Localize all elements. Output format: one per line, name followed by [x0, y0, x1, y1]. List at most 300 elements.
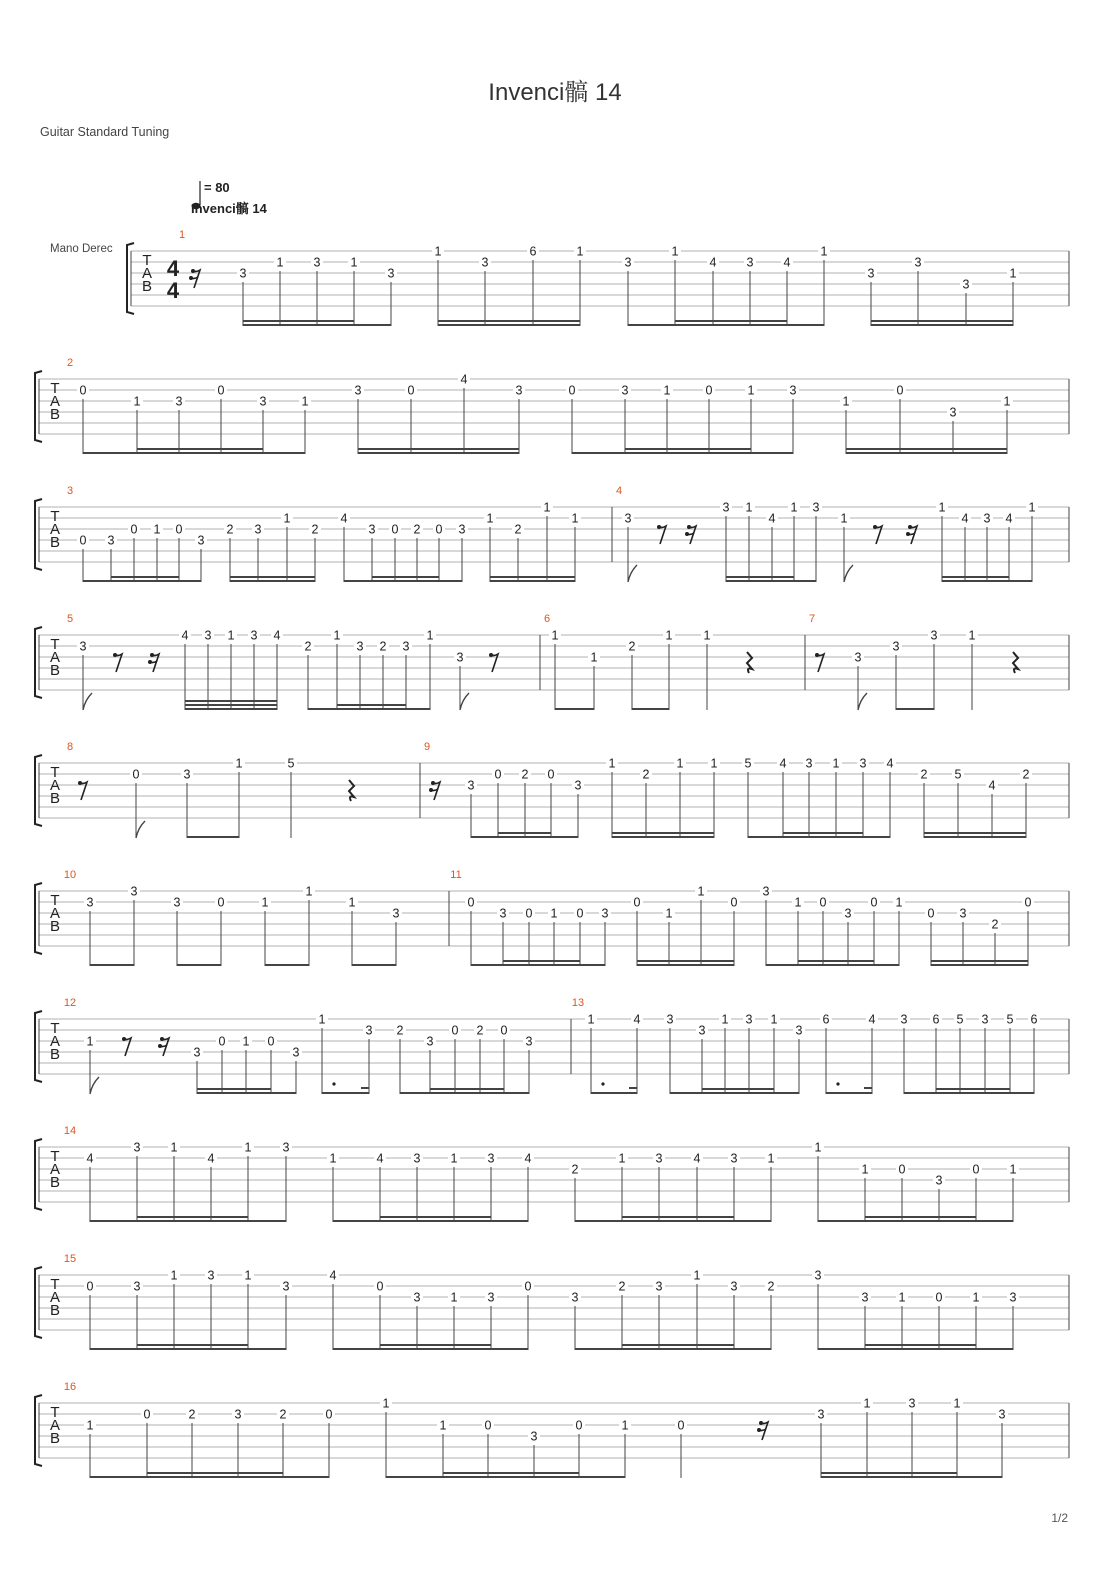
- eighth-flag-icon: [628, 565, 637, 582]
- note-beam: [230, 580, 315, 582]
- fret-number: 3: [250, 628, 258, 643]
- note-beam: [137, 1344, 248, 1346]
- tempo-marking: = 80: [204, 180, 230, 195]
- fret-number: 0: [896, 383, 904, 398]
- fret-number: 3: [130, 884, 138, 899]
- fret-number: 5: [956, 1012, 964, 1027]
- fret-number: 3: [789, 383, 797, 398]
- fret-number: 1: [170, 1268, 178, 1283]
- fret-number: 6: [1030, 1012, 1038, 1027]
- note-beam: [612, 832, 714, 834]
- fret-number: 0: [376, 1279, 384, 1294]
- fret-number: 3: [981, 1012, 989, 1027]
- note-beam: [572, 452, 793, 454]
- tab-clef-letter: B: [49, 1174, 61, 1191]
- note-beam: [498, 832, 551, 834]
- fret-number: 5: [287, 756, 295, 771]
- note-beam: [197, 1088, 271, 1090]
- fret-number: 3: [392, 906, 400, 921]
- fret-number: 1: [1028, 500, 1036, 515]
- fret-number: 5: [1006, 1012, 1014, 1027]
- fret-number: 6: [822, 1012, 830, 1027]
- fret-number: 5: [744, 756, 752, 771]
- fret-number: 3: [368, 522, 376, 537]
- fret-number: 4: [86, 1151, 94, 1166]
- fret-number: 1: [450, 1151, 458, 1166]
- fret-number: 1: [244, 1140, 252, 1155]
- tab-system: [35, 357, 1069, 454]
- fret-number: 3: [574, 778, 582, 793]
- note-beam: [865, 1216, 976, 1218]
- tab-clef-letter: T: [50, 380, 60, 397]
- fret-number: 1: [550, 906, 558, 921]
- fret-number: 3: [413, 1151, 421, 1166]
- fret-number: 3: [795, 1023, 803, 1038]
- note-beam: [942, 580, 1032, 582]
- fret-number: 0: [568, 383, 576, 398]
- tab-clef-letter: B: [49, 534, 61, 551]
- fret-number: 3: [458, 522, 466, 537]
- fret-number: 1: [242, 1034, 250, 1049]
- fret-number: 3: [254, 522, 262, 537]
- fret-number: 1: [972, 1290, 980, 1305]
- fret-number: 1: [261, 895, 269, 910]
- note-beam: [748, 836, 890, 838]
- fret-number: 6: [529, 244, 537, 259]
- tab-clef-letter: B: [49, 1046, 61, 1063]
- fret-number: 3: [914, 255, 922, 270]
- fret-number: 1: [832, 756, 840, 771]
- tab-clef-letter: A: [49, 1161, 61, 1178]
- eighth-flag-icon: [858, 693, 867, 710]
- eighth-rest-icon: [78, 781, 87, 800]
- note-beam: [612, 836, 714, 838]
- fret-number: 3: [282, 1140, 290, 1155]
- fret-number: 0: [217, 895, 225, 910]
- fret-number: 3: [698, 1023, 706, 1038]
- quarter-rest-icon: [349, 780, 354, 801]
- fret-number: 1: [450, 1290, 458, 1305]
- sixteenth-rest-icon: [757, 1421, 768, 1440]
- note-beam: [177, 964, 221, 966]
- note-beam: [147, 1472, 283, 1474]
- note-beam: [826, 1092, 872, 1094]
- sixteenth-rest-icon: [685, 525, 696, 544]
- fret-number: 0: [819, 895, 827, 910]
- fret-number: 3: [762, 884, 770, 899]
- fret-number: 3: [86, 895, 94, 910]
- fret-number: 5: [954, 767, 962, 782]
- tab-clef-letter: A: [49, 521, 61, 538]
- fret-number: 1: [745, 500, 753, 515]
- tab-clef-letter: A: [49, 393, 61, 410]
- note-beam: [766, 964, 899, 966]
- fret-number: 3: [949, 405, 957, 420]
- fret-number: 1: [665, 906, 673, 921]
- fret-number: 1: [439, 1418, 447, 1433]
- fret-number: 2: [476, 1023, 484, 1038]
- fret-number: 3: [413, 1290, 421, 1305]
- fret-number: 3: [515, 383, 523, 398]
- note-beam: [90, 1476, 329, 1478]
- note-beam: [380, 1216, 491, 1218]
- fret-number: 0: [130, 522, 138, 537]
- fret-number: 3: [456, 650, 464, 665]
- note-beam: [591, 1092, 637, 1094]
- fret-number: 4: [329, 1268, 337, 1283]
- fret-number: 1: [587, 1012, 595, 1027]
- note-beam: [821, 1472, 957, 1474]
- fret-number: 2: [571, 1162, 579, 1177]
- note-beam: [400, 1092, 529, 1094]
- fret-number: 3: [621, 383, 629, 398]
- fret-number: 1: [283, 511, 291, 526]
- fret-number: 3: [867, 266, 875, 281]
- eighth-flag-icon: [460, 693, 469, 710]
- note-beam-stub: [629, 1087, 637, 1089]
- fret-number: 3: [998, 1407, 1006, 1422]
- tab-clef-letter: T: [50, 764, 60, 781]
- note-beam: [818, 1220, 1013, 1222]
- fret-number: 3: [571, 1290, 579, 1305]
- tab-clef-letter: A: [49, 1033, 61, 1050]
- fret-number: 0: [484, 1418, 492, 1433]
- fret-number: 3: [197, 533, 205, 548]
- tab-clef-letter: T: [50, 1276, 60, 1293]
- tab-clef-letter: T: [142, 252, 152, 269]
- fret-number: 1: [153, 522, 161, 537]
- fret-number: 0: [898, 1162, 906, 1177]
- tab-clef-letter: B: [49, 790, 61, 807]
- note-beam: [846, 452, 1007, 454]
- eighth-rest-icon: [873, 525, 882, 544]
- measure-number: 7: [808, 613, 816, 625]
- note-beam: [726, 576, 794, 578]
- fret-number: 0: [79, 383, 87, 398]
- fret-number: 1: [318, 1012, 326, 1027]
- fret-number: 1: [1003, 394, 1011, 409]
- note-beam: [555, 708, 594, 710]
- tab-clef-letter: T: [50, 636, 60, 653]
- fret-number: 1: [840, 511, 848, 526]
- fret-number: 4: [340, 511, 348, 526]
- fret-number: 4: [1005, 511, 1013, 526]
- fret-number: 1: [820, 244, 828, 259]
- measure-number: 12: [63, 997, 77, 1009]
- fret-number: 1: [382, 1396, 390, 1411]
- note-beam: [904, 1092, 1034, 1094]
- eighth-flag-icon: [136, 821, 145, 838]
- tab-system: [35, 741, 1069, 838]
- fret-number: 0: [677, 1418, 685, 1433]
- measure-number: 8: [66, 741, 74, 753]
- fret-number: 4: [988, 778, 996, 793]
- fret-number: 0: [927, 906, 935, 921]
- fret-number: 1: [790, 500, 798, 515]
- fret-number: 3: [107, 533, 115, 548]
- measure-number: 9: [423, 741, 431, 753]
- measure-number: 6: [543, 613, 551, 625]
- fret-number: 3: [624, 255, 632, 270]
- fret-number: 2: [991, 917, 999, 932]
- fret-number: 3: [481, 255, 489, 270]
- fret-number: 0: [217, 383, 225, 398]
- fret-number: 0: [575, 1418, 583, 1433]
- note-beam: [438, 320, 580, 322]
- tab-clef-letter: B: [49, 406, 61, 423]
- note-beam: [924, 836, 1026, 838]
- note-beam: [637, 964, 734, 966]
- eighth-rest-icon: [815, 653, 824, 672]
- fret-number: 3: [908, 1396, 916, 1411]
- eighth-rest-icon: [657, 525, 666, 544]
- measure-number: 15: [63, 1253, 77, 1265]
- fret-number: 1: [863, 1396, 871, 1411]
- note-beam: [83, 580, 201, 582]
- note-beam: [137, 1216, 248, 1218]
- fret-number: 0: [86, 1279, 94, 1294]
- fret-number: 0: [391, 522, 399, 537]
- note-beam: [931, 960, 1028, 962]
- fret-number: 1: [842, 394, 850, 409]
- fret-number: 0: [267, 1034, 275, 1049]
- fret-number: 3: [962, 277, 970, 292]
- fret-number: 0: [132, 767, 140, 782]
- sixteenth-rest-icon: [429, 781, 440, 800]
- measure-number: 2: [66, 357, 74, 369]
- fret-number: 2: [920, 767, 928, 782]
- note-beam: [90, 964, 134, 966]
- fret-number: 2: [413, 522, 421, 537]
- tab-clef-letter: A: [49, 777, 61, 794]
- fret-number: 1: [305, 884, 313, 899]
- note-beam: [490, 576, 575, 578]
- fret-number: 0: [633, 895, 641, 910]
- fret-number: 1: [486, 511, 494, 526]
- fret-number: 4: [524, 1151, 532, 1166]
- fret-number: 2: [396, 1023, 404, 1038]
- note-beam: [896, 708, 934, 710]
- fret-number: 3: [426, 1034, 434, 1049]
- fret-number: 1: [86, 1034, 94, 1049]
- note-beam: [503, 960, 580, 962]
- note-beam: [622, 1216, 734, 1218]
- note-beam: [430, 1088, 504, 1090]
- fret-number: 0: [870, 895, 878, 910]
- fret-number: 4: [886, 756, 894, 771]
- note-beam: [632, 708, 669, 710]
- note-beam: [265, 964, 309, 966]
- page-number: 1/2: [1051, 1511, 1068, 1525]
- fret-number: 4: [779, 756, 787, 771]
- note-beam: [90, 1220, 286, 1222]
- note-beam: [675, 320, 787, 322]
- fret-number: 1: [244, 1268, 252, 1283]
- note-beam: [942, 576, 1009, 578]
- note-beam: [386, 1476, 625, 1478]
- tuning-label: Guitar Standard Tuning: [40, 125, 170, 139]
- fret-number: 0: [705, 383, 713, 398]
- fret-number: 3: [292, 1045, 300, 1060]
- note-beam: [622, 1344, 734, 1346]
- fret-number: 1: [703, 628, 711, 643]
- note-beam-stub: [864, 1087, 872, 1089]
- fret-number: 4: [693, 1151, 701, 1166]
- fret-number: 3: [173, 895, 181, 910]
- note-beam: [490, 580, 575, 582]
- tab-clef-letter: T: [50, 1404, 60, 1421]
- sixteenth-rest-icon: [906, 525, 917, 544]
- fret-number: 2: [188, 1407, 196, 1422]
- fret-number: 2: [514, 522, 522, 537]
- note-beam: [936, 1088, 1010, 1090]
- tab-clef-letter: T: [50, 892, 60, 909]
- eighth-rest-icon: [122, 1037, 131, 1056]
- note-beam-stub: [361, 1087, 369, 1089]
- fret-number: 1: [938, 500, 946, 515]
- measure-number: 10: [63, 869, 77, 881]
- fret-number: 3: [204, 628, 212, 643]
- fret-number: 3: [844, 906, 852, 921]
- fret-number: 3: [133, 1279, 141, 1294]
- fret-number: 0: [500, 1023, 508, 1038]
- note-beam: [625, 448, 751, 450]
- fret-number: 3: [730, 1279, 738, 1294]
- fret-number: 3: [282, 1279, 290, 1294]
- augmentation-dot: [836, 1082, 839, 1085]
- fret-number: 3: [624, 511, 632, 526]
- fret-number: 3: [861, 1290, 869, 1305]
- fret-number: 1: [693, 1268, 701, 1283]
- fret-number: 3: [812, 500, 820, 515]
- time-signature-denominator: 4: [166, 278, 180, 303]
- note-beam: [575, 1220, 771, 1222]
- fret-number: 1: [276, 255, 284, 270]
- fret-number: 0: [547, 767, 555, 782]
- note-beam: [821, 1476, 1002, 1478]
- note-beam: [438, 324, 580, 326]
- fret-number: 1: [235, 756, 243, 771]
- fret-number: 1: [571, 511, 579, 526]
- fret-number: 1: [333, 628, 341, 643]
- fret-number: 3: [655, 1151, 663, 1166]
- fret-number: 1: [747, 383, 755, 398]
- fret-number: 4: [633, 1012, 641, 1027]
- fret-number: 0: [451, 1023, 459, 1038]
- fret-number: 1: [133, 394, 141, 409]
- fret-number: 4: [868, 1012, 876, 1027]
- tab-system: [35, 1381, 1069, 1478]
- fret-number: 3: [1009, 1290, 1017, 1305]
- fret-number: 3: [193, 1045, 201, 1060]
- fret-number: 1: [676, 756, 684, 771]
- note-beam: [337, 704, 406, 706]
- tab-system: [35, 1253, 1069, 1350]
- fret-number: 4: [768, 511, 776, 526]
- fret-number: 0: [218, 1034, 226, 1049]
- note-beam: [111, 576, 179, 578]
- fret-number: 1: [697, 884, 705, 899]
- fret-number: 6: [932, 1012, 940, 1027]
- fret-number: 1: [770, 1012, 778, 1027]
- tab-clef-letter: B: [49, 1302, 61, 1319]
- time-signature-numerator: 4: [166, 256, 180, 281]
- fret-number: 4: [460, 372, 468, 387]
- note-beam: [185, 700, 277, 702]
- note-beam: [871, 324, 1013, 326]
- fret-number: 3: [814, 1268, 822, 1283]
- fret-number: 4: [376, 1151, 384, 1166]
- fret-number: 1: [348, 895, 356, 910]
- fret-number: 2: [279, 1407, 287, 1422]
- section-marker: Invenci髇 14: [191, 201, 267, 216]
- fret-number: 3: [601, 906, 609, 921]
- note-beam: [380, 1344, 491, 1346]
- fret-number: 2: [226, 522, 234, 537]
- fret-number: 0: [972, 1162, 980, 1177]
- fret-number: 1: [426, 628, 434, 643]
- fret-number: 4: [961, 511, 969, 526]
- fret-number: 3: [313, 255, 321, 270]
- fret-number: 2: [304, 639, 312, 654]
- tab-system: [35, 613, 1069, 710]
- tab-clef-letter: B: [141, 278, 153, 295]
- fret-number: 3: [487, 1290, 495, 1305]
- fret-number: 2: [1022, 767, 1030, 782]
- measure-number: 16: [63, 1381, 77, 1393]
- note-beam: [471, 964, 605, 966]
- measure-number: 11: [450, 869, 462, 881]
- fret-number: 3: [666, 1012, 674, 1027]
- fret-number: 1: [898, 1290, 906, 1305]
- note-beam: [443, 1472, 579, 1474]
- fret-number: 3: [356, 639, 364, 654]
- measure-number: 4: [615, 485, 623, 497]
- note-beam: [344, 580, 462, 582]
- note-beam: [185, 708, 277, 710]
- fret-number: 0: [325, 1407, 333, 1422]
- fret-number: 1: [608, 756, 616, 771]
- fret-number: 1: [665, 628, 673, 643]
- note-beam: [702, 1088, 774, 1090]
- augmentation-dot: [601, 1082, 604, 1085]
- note-beam: [333, 1348, 528, 1350]
- note-beam: [185, 704, 277, 706]
- note-beam: [372, 576, 439, 578]
- measure-number: 3: [66, 485, 74, 497]
- sixteenth-rest-icon: [189, 269, 200, 288]
- note-beam: [471, 836, 578, 838]
- tab-clef-letter: T: [50, 1148, 60, 1165]
- fret-number: 0: [407, 383, 415, 398]
- eighth-rest-icon: [113, 653, 122, 672]
- fret-number: 3: [239, 266, 247, 281]
- measure-number: 5: [66, 613, 74, 625]
- note-beam: [575, 1348, 771, 1350]
- fret-number: 0: [175, 522, 183, 537]
- fret-number: 3: [133, 1140, 141, 1155]
- note-beam: [137, 448, 263, 450]
- fret-number: 3: [854, 650, 862, 665]
- fret-number: 3: [817, 1407, 825, 1422]
- fret-number: 0: [730, 895, 738, 910]
- tab-clef-letter: B: [49, 1430, 61, 1447]
- eighth-flag-icon: [90, 1077, 99, 1094]
- fret-number: 0: [1024, 895, 1032, 910]
- fret-number: 1: [350, 255, 358, 270]
- fret-number: 3: [959, 906, 967, 921]
- note-beam: [83, 452, 305, 454]
